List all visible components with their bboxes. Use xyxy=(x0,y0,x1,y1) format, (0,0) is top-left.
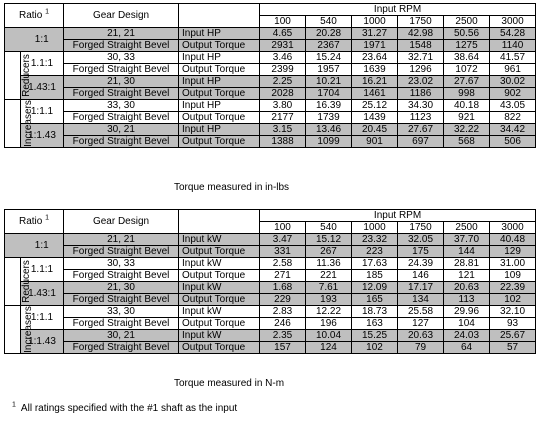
input-label-cell: Input HP xyxy=(179,100,260,112)
ratio-header: Ratio $^1$ xyxy=(5,210,64,234)
input-value-cell: 41.57 xyxy=(490,52,536,64)
table-row xyxy=(5,270,536,282)
metric-header-blank xyxy=(179,210,260,234)
output-value-cell: 102 xyxy=(490,294,536,306)
table-row xyxy=(5,342,536,354)
output-value-cell: 1123 xyxy=(398,112,444,124)
input-value-cell: 32.22 xyxy=(444,124,490,136)
input-value-cell: 15.25 xyxy=(352,330,398,342)
output-value-cell: 163 xyxy=(352,318,398,330)
ratio-cell: 1:1 xyxy=(21,234,64,258)
rpm-1000: 1000 xyxy=(352,16,398,28)
rpm-1750: 1750 xyxy=(398,222,444,234)
output-value-cell: 157 xyxy=(260,342,306,354)
ratio-cell: 1.1:1 xyxy=(21,52,64,76)
output-label-cell: Output Torque xyxy=(179,318,260,330)
torque-units-note-metric: Torque measured in N-m xyxy=(174,378,285,389)
output-value-cell: 165 xyxy=(352,294,398,306)
input-value-cell: 20.63 xyxy=(444,282,490,294)
group-spacer xyxy=(5,28,21,52)
table-row xyxy=(5,282,536,294)
input-label-cell: Input kW xyxy=(179,258,260,270)
output-value-cell: 221 xyxy=(306,270,352,282)
gear-teeth-cell: 30, 21 xyxy=(64,124,179,136)
input-value-cell: 7.61 xyxy=(306,282,352,294)
footnote: $^1$ All ratings specified with the #1 shaft as the input xyxy=(12,401,238,414)
output-value-cell: 146 xyxy=(398,270,444,282)
input-label-cell: Input HP xyxy=(179,124,260,136)
output-value-cell: 229 xyxy=(260,294,306,306)
output-value-cell: 1140 xyxy=(490,40,536,52)
output-value-cell: 1099 xyxy=(306,136,352,148)
gear-teeth-cell: 30, 21 xyxy=(64,330,179,342)
table-row xyxy=(5,112,536,124)
table-row xyxy=(5,100,536,112)
input-value-cell: 15.24 xyxy=(306,52,352,64)
gear-design-header: Gear Design xyxy=(64,210,179,234)
output-label-cell: Output Torque xyxy=(179,246,260,258)
input-value-cell: 24.39 xyxy=(398,258,444,270)
ratio-cell: 1.1:1 xyxy=(21,258,64,282)
table-row xyxy=(5,234,536,246)
input-value-cell: 4.65 xyxy=(260,28,306,40)
output-value-cell: 109 xyxy=(490,270,536,282)
input-value-cell: 43.05 xyxy=(490,100,536,112)
input-label-cell: Input kW xyxy=(179,282,260,294)
input-value-cell: 25.67 xyxy=(490,330,536,342)
table-row xyxy=(5,64,536,76)
input-value-cell: 20.63 xyxy=(398,330,444,342)
output-label-cell: Output Torque xyxy=(179,294,260,306)
input-value-cell: 38.64 xyxy=(444,52,490,64)
input-label-cell: Input kW xyxy=(179,330,260,342)
group-label-increasers: Increasers xyxy=(5,100,21,148)
input-value-cell: 2.25 xyxy=(260,76,306,88)
ratio-cell: 1:1.43 xyxy=(21,124,64,148)
output-value-cell: 175 xyxy=(398,246,444,258)
input-value-cell: 25.12 xyxy=(352,100,398,112)
gear-type-cell: Forged Straight Bevel xyxy=(64,294,179,306)
output-value-cell: 2177 xyxy=(260,112,306,124)
table-row xyxy=(5,294,536,306)
output-value-cell: 506 xyxy=(490,136,536,148)
input-label-cell: Input HP xyxy=(179,76,260,88)
input-value-cell: 2.58 xyxy=(260,258,306,270)
gear-type-cell: Forged Straight Bevel xyxy=(64,40,179,52)
input-rpm-header: Input RPM xyxy=(260,4,536,16)
table-row xyxy=(5,318,536,330)
output-value-cell: 1388 xyxy=(260,136,306,148)
output-label-cell: Output Torque xyxy=(179,40,260,52)
output-value-cell: 1275 xyxy=(444,40,490,52)
rpm-100: 100 xyxy=(260,222,306,234)
table-row xyxy=(5,40,536,52)
gear-type-cell: Forged Straight Bevel xyxy=(64,88,179,100)
output-value-cell: 1957 xyxy=(306,64,352,76)
output-value-cell: 2367 xyxy=(306,40,352,52)
table-row xyxy=(5,28,536,40)
input-value-cell: 31.00 xyxy=(490,258,536,270)
output-value-cell: 113 xyxy=(444,294,490,306)
gear-teeth-cell: 21, 21 xyxy=(64,234,179,246)
ratings-table-metric xyxy=(4,209,536,354)
input-value-cell: 10.21 xyxy=(306,76,352,88)
gear-design-header: Gear Design xyxy=(64,4,179,28)
output-value-cell: 185 xyxy=(352,270,398,282)
gear-teeth-cell: 21, 30 xyxy=(64,282,179,294)
gear-teeth-cell: 21, 21 xyxy=(64,28,179,40)
table-row xyxy=(5,88,536,100)
input-value-cell: 32.10 xyxy=(490,306,536,318)
output-value-cell: 921 xyxy=(444,112,490,124)
output-value-cell: 223 xyxy=(352,246,398,258)
output-value-cell: 2931 xyxy=(260,40,306,52)
input-value-cell: 12.09 xyxy=(352,282,398,294)
input-value-cell: 3.80 xyxy=(260,100,306,112)
input-value-cell: 23.32 xyxy=(352,234,398,246)
rpm-2500: 2500 xyxy=(444,222,490,234)
input-value-cell: 32.71 xyxy=(398,52,444,64)
gear-teeth-cell: 33, 30 xyxy=(64,100,179,112)
input-value-cell: 18.73 xyxy=(352,306,398,318)
table-row xyxy=(5,306,536,318)
input-value-cell: 2.35 xyxy=(260,330,306,342)
output-value-cell: 1439 xyxy=(352,112,398,124)
output-value-cell: 102 xyxy=(352,342,398,354)
output-value-cell: 901 xyxy=(352,136,398,148)
input-value-cell: 27.67 xyxy=(398,124,444,136)
group-label-reducers: Reducers xyxy=(5,258,21,306)
output-value-cell: 134 xyxy=(398,294,444,306)
ratio-cell: 1:1 xyxy=(21,28,64,52)
table-row xyxy=(5,258,536,270)
input-value-cell: 31.27 xyxy=(352,28,398,40)
input-label-cell: Input HP xyxy=(179,28,260,40)
output-value-cell: 144 xyxy=(444,246,490,258)
input-value-cell: 20.45 xyxy=(352,124,398,136)
output-value-cell: 961 xyxy=(490,64,536,76)
output-value-cell: 822 xyxy=(490,112,536,124)
output-value-cell: 246 xyxy=(260,318,306,330)
rpm-540: 540 xyxy=(306,222,352,234)
output-value-cell: 1072 xyxy=(444,64,490,76)
input-value-cell: 30.02 xyxy=(490,76,536,88)
input-label-cell: Input kW xyxy=(179,306,260,318)
input-label-cell: Input kW xyxy=(179,234,260,246)
input-value-cell: 25.58 xyxy=(398,306,444,318)
rpm-1750: 1750 xyxy=(398,16,444,28)
gear-type-cell: Forged Straight Bevel xyxy=(64,112,179,124)
output-value-cell: 79 xyxy=(398,342,444,354)
output-value-cell: 902 xyxy=(490,88,536,100)
gear-teeth-cell: 30, 33 xyxy=(64,52,179,64)
output-value-cell: 127 xyxy=(398,318,444,330)
input-value-cell: 17.63 xyxy=(352,258,398,270)
input-value-cell: 34.42 xyxy=(490,124,536,136)
output-value-cell: 1971 xyxy=(352,40,398,52)
input-value-cell: 37.70 xyxy=(444,234,490,246)
gear-type-cell: Forged Straight Bevel xyxy=(64,342,179,354)
output-value-cell: 331 xyxy=(260,246,306,258)
rpm-2500: 2500 xyxy=(444,16,490,28)
gear-type-cell: Forged Straight Bevel xyxy=(64,64,179,76)
metric-header-blank xyxy=(179,4,260,28)
input-value-cell: 27.67 xyxy=(444,76,490,88)
gear-type-cell: Forged Straight Bevel xyxy=(64,136,179,148)
input-value-cell: 16.39 xyxy=(306,100,352,112)
output-value-cell: 193 xyxy=(306,294,352,306)
group-label-increasers: Increasers xyxy=(5,306,21,354)
input-value-cell: 34.30 xyxy=(398,100,444,112)
output-value-cell: 697 xyxy=(398,136,444,148)
input-value-cell: 24.03 xyxy=(444,330,490,342)
input-value-cell: 2.83 xyxy=(260,306,306,318)
gear-type-cell: Forged Straight Bevel xyxy=(64,246,179,258)
output-value-cell: 1186 xyxy=(398,88,444,100)
input-value-cell: 50.56 xyxy=(444,28,490,40)
rpm-3000: 3000 xyxy=(490,16,536,28)
output-value-cell: 1639 xyxy=(352,64,398,76)
input-value-cell: 28.81 xyxy=(444,258,490,270)
gear-teeth-cell: 21, 30 xyxy=(64,76,179,88)
group-label-reducers: Reducers xyxy=(5,52,21,100)
ratio-header: Ratio $^1$ xyxy=(5,4,64,28)
ratio-cell: 1:1.1 xyxy=(21,306,64,330)
output-value-cell: 1461 xyxy=(352,88,398,100)
output-label-cell: Output Torque xyxy=(179,112,260,124)
output-value-cell: 267 xyxy=(306,246,352,258)
table-row xyxy=(5,330,536,342)
input-value-cell: 29.96 xyxy=(444,306,490,318)
output-label-cell: Output Torque xyxy=(179,342,260,354)
input-value-cell: 23.64 xyxy=(352,52,398,64)
output-value-cell: 998 xyxy=(444,88,490,100)
rpm-3000: 3000 xyxy=(490,222,536,234)
input-value-cell: 16.21 xyxy=(352,76,398,88)
output-value-cell: 57 xyxy=(490,342,536,354)
input-value-cell: 15.12 xyxy=(306,234,352,246)
output-label-cell: Output Torque xyxy=(179,136,260,148)
ratio-cell: 1:1.1 xyxy=(21,100,64,124)
output-value-cell: 2399 xyxy=(260,64,306,76)
output-value-cell: 196 xyxy=(306,318,352,330)
ratio-cell: 1.43:1 xyxy=(21,76,64,100)
output-label-cell: Output Torque xyxy=(179,270,260,282)
rpm-1000: 1000 xyxy=(352,222,398,234)
ratings-table-imperial xyxy=(4,3,536,148)
gear-type-cell: Forged Straight Bevel xyxy=(64,270,179,282)
input-value-cell: 42.98 xyxy=(398,28,444,40)
input-value-cell: 40.18 xyxy=(444,100,490,112)
table-row xyxy=(5,124,536,136)
output-value-cell: 64 xyxy=(444,342,490,354)
output-value-cell: 1704 xyxy=(306,88,352,100)
input-value-cell: 12.22 xyxy=(306,306,352,318)
gear-teeth-cell: 30, 33 xyxy=(64,258,179,270)
input-value-cell: 3.15 xyxy=(260,124,306,136)
input-rpm-header: Input RPM xyxy=(260,210,536,222)
input-value-cell: 54.28 xyxy=(490,28,536,40)
input-value-cell: 11.36 xyxy=(306,258,352,270)
input-label-cell: Input HP xyxy=(179,52,260,64)
input-value-cell: 32.05 xyxy=(398,234,444,246)
torque-units-note-imperial: Torque measured in in-lbs xyxy=(174,182,290,193)
input-value-cell: 1.68 xyxy=(260,282,306,294)
output-value-cell: 104 xyxy=(444,318,490,330)
ratio-cell: 1:1.43 xyxy=(21,330,64,354)
output-value-cell: 121 xyxy=(444,270,490,282)
output-value-cell: 2028 xyxy=(260,88,306,100)
input-value-cell: 13.46 xyxy=(306,124,352,136)
input-value-cell: 17.17 xyxy=(398,282,444,294)
output-value-cell: 1296 xyxy=(398,64,444,76)
output-value-cell: 129 xyxy=(490,246,536,258)
output-value-cell: 93 xyxy=(490,318,536,330)
gear-teeth-cell: 33, 30 xyxy=(64,306,179,318)
output-label-cell: Output Torque xyxy=(179,88,260,100)
gear-type-cell: Forged Straight Bevel xyxy=(64,318,179,330)
ratio-cell: 1.43:1 xyxy=(21,282,64,306)
input-value-cell: 20.28 xyxy=(306,28,352,40)
rpm-540: 540 xyxy=(306,16,352,28)
rpm-100: 100 xyxy=(260,16,306,28)
input-value-cell: 3.46 xyxy=(260,52,306,64)
table-row xyxy=(5,136,536,148)
input-value-cell: 23.02 xyxy=(398,76,444,88)
output-label-cell: Output Torque xyxy=(179,64,260,76)
input-value-cell: 40.48 xyxy=(490,234,536,246)
table-row xyxy=(5,246,536,258)
output-value-cell: 124 xyxy=(306,342,352,354)
input-value-cell: 3.47 xyxy=(260,234,306,246)
table-row xyxy=(5,52,536,64)
group-spacer xyxy=(5,234,21,258)
output-value-cell: 271 xyxy=(260,270,306,282)
output-value-cell: 1548 xyxy=(398,40,444,52)
output-value-cell: 1739 xyxy=(306,112,352,124)
input-value-cell: 22.39 xyxy=(490,282,536,294)
table-row xyxy=(5,76,536,88)
input-value-cell: 10.04 xyxy=(306,330,352,342)
output-value-cell: 568 xyxy=(444,136,490,148)
